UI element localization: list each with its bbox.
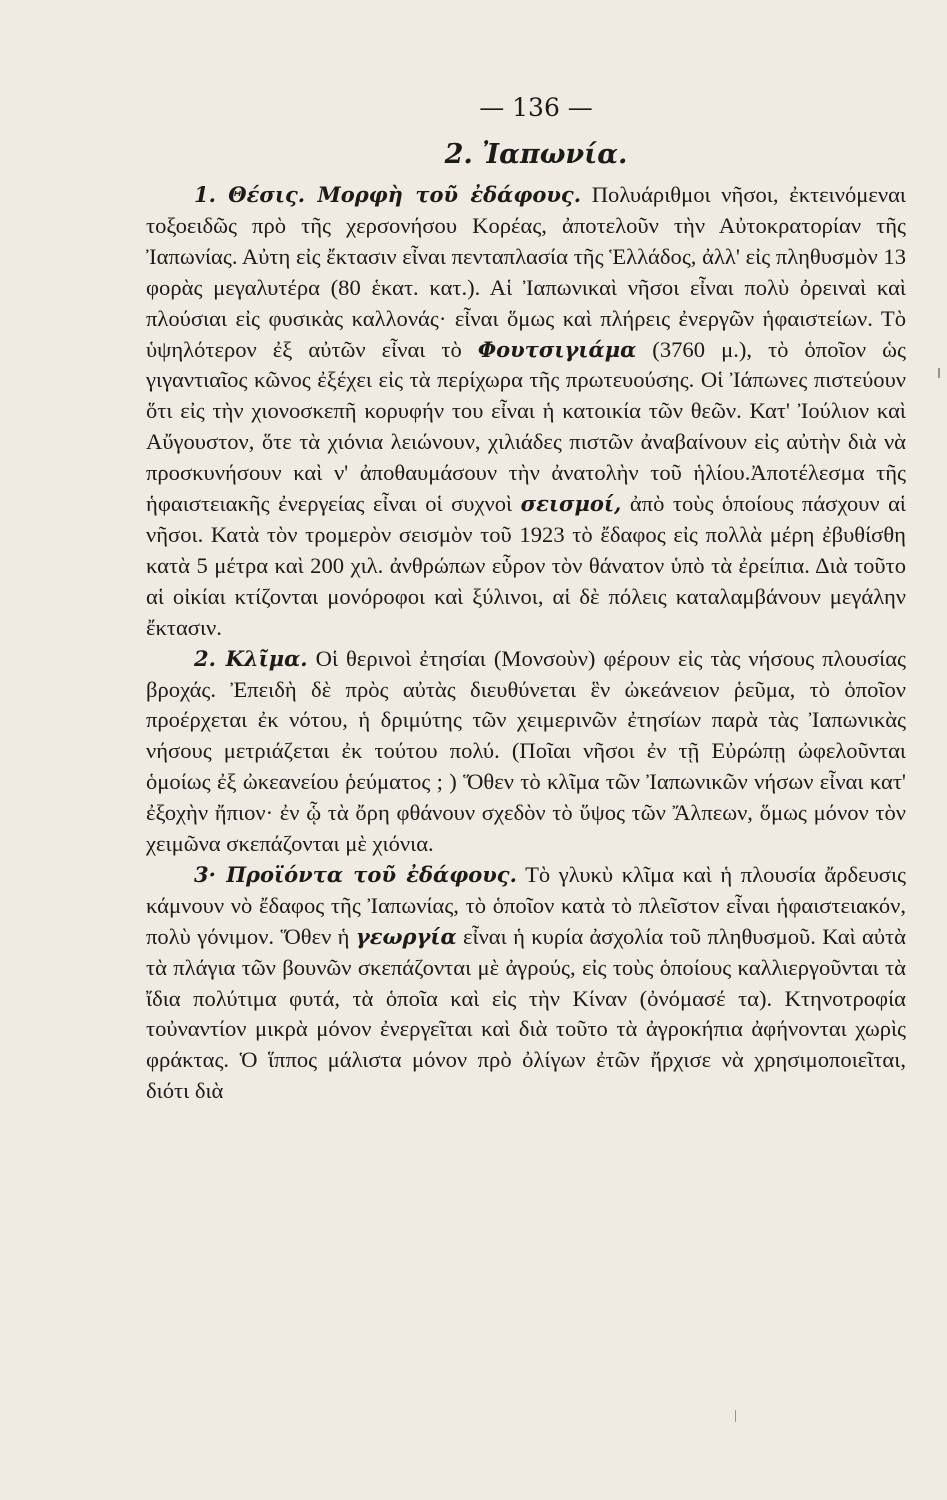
chapter-title: 2. Ἰαπωνία. <box>444 139 628 170</box>
section-heading: 3· Προϊόντα τοῦ ἐδάφους. <box>194 861 517 887</box>
page-number: — 136 — <box>479 93 593 122</box>
paragraph-text: ἀπὸ τοὺς ὁποίους πάσχουν αἱ νῆσοι. Κατὰ τὸν τρομερὸν σεισμὸν τοῦ 1923 τὸ ἔδαφος εἰς πολλὰ μέρη ἐβυθίσθη κατὰ 5 μέτρα καὶ 200 χιλ. ἀνθρώπων εὗρον τὸν θάνατον ὑπὸ τὰ ἐρείπια. Διὰ τοῦτο αἱ οἰκίαι κτίζονται μονόροφοι καὶ ξύλινοι, αἱ δὲ πόλεις καταλαμβάνουν μεγάλην ἔκτασιν. <box>146 491 906 640</box>
section-heading: 2. Κλῖμα. <box>194 645 308 671</box>
section-products <box>146 860 906 1107</box>
book-page <box>146 88 906 1107</box>
paper-mark <box>735 1410 736 1422</box>
paragraph-text: Πολυάριθμοι νῆσοι, ἐκτεινόμεναι τοξοειδῶς πρὸ τῆς χερσονήσου Κορέας, ἀποτελοῦν τὴν Αὐτοκρατορίαν τῆς Ἰαπωνίας. Αὐτη εἰς ἔκτασιν εἶναι πενταπλασία τῆς Ἑλλάδος, ἀλλ' εἰς πληθυσμὸν 13 φορὰς μεγαλυτέρα (80 ἑκατ. κατ.). Αἱ Ἰαπωνικαὶ νῆσοι εἶναι πολὺ ὀρειναὶ καὶ πλούσιαι εἰς φυσικὰς καλλονάς· εἶναι ὅμως καὶ πλήρεις ἐνεργῶν ἡφαιστείων. Τὸ ὑψηλότερον ἐξ αὐτῶν εἶναι τὸ <box>146 182 906 362</box>
emphasis-term: Φουτσιγιάμα <box>477 336 637 362</box>
paragraph-text: εἶναι ἡ κυρία ἀσχολία τοῦ πληθυσμοῦ. Καὶ αὐτὰ τὰ πλάγια τῶν βουνῶν σκεπάζονται μὲ ἀγρούς, εἰς τοὺς ὁποίους καλλιεργοῦνται τὰ ἴδια πολύτιμα φυτά, τὰ ὁποῖα καὶ εἰς τὴν Κίναν (ὀνόμασέ τα). Κτηνοτροφία τοὐναντίον μικρὰ μόνον ἐνεργεῖται καὶ διὰ τοῦτο τὰ ἀγροκήπια ἀφήνονται χωρὶς φράκτας. Ὁ ἵππος μάλιστα μόνον πρὸ ὀλίγων ἐτῶν ἤρχισε νὰ χρησιμοποιεῖται, διότι διὰ <box>146 923 906 1104</box>
paragraph-text: Οἱ θερινοὶ ἐτησίαι (Μονσοὺν) φέρουν εἰς τὰς νήσους πλουσίας βροχάς. Ἐπειδὴ δὲ πρὸς αὐτὰς διευθύνεται ἓν ὠκεάνειον ῥεῦμα, τὸ ὁποῖον προέρχεται ἐκ νότου, ἡ δριμύτης τῶν χειμερινῶν ἐτησίων παρὰ τὰς Ἰαπωνικὰς νήσους μετριάζεται ἐκ τούτου πολύ. (Ποῖαι νῆσοι ἐν τῇ Εὐρώπῃ ὠφελοῦνται ὁμοίως ἐξ ὠκεανείου ῥεύματος ; ) Ὅθεν τὸ κλῖμα τῶν Ἰαπωνικῶν νήσων εἶναι κατ' ἐξοχὴν ἤπιον· ἐν ᾧ τὰ ὄρη φθάνουν σχεδὸν τὸ ὕψος τῶν Ἄλπεων, ὅμως μόνον τὸν χειμῶνα σκεπάζονται μὲ χιόνια. <box>146 645 906 857</box>
paragraph-text: Τὸ γλυκὺ κλῖμα καὶ ἡ πλουσία ἄρδευσις κάμνουν νὸ ἔδαφος τῆς Ἰαπωνίας, τὸ ὁποῖον κατὰ τὸ πλεῖστον εἶναι ἡφαιστειακόν, πολὺ γόνιμον. Ὅθεν ἡ <box>146 861 906 949</box>
paper-mark <box>938 368 940 378</box>
emphasis-term: σεισμοί, <box>520 491 622 517</box>
paragraph-text: (3760 μ.), τὸ ὁποῖον ὡς γιγαντιαῖος κῶνος ἐξέχει εἰς τὰ περίχωρα τῆς πρωτευούσης. Οἱ Ἰάπωνες πιστεύουν ὅτι εἰς τὴν χιονοσκεπῆ κορυφήν του εἶναι ἡ κατοικία τῶν θεῶν. Κατ' Ἰούλιον καὶ Αὔγουστον, ὅτε τὰ χιόνια λειώνουν, χιλιάδες πιστῶν ἀναβαίνουν εἰς αὐτὴν διὰ νὰ προσκυνήσουν καὶ ν' ἀποθαυμάσουν τὴν ἀνατολὴν τοῦ ἡλίου.Ἀποτέλεσμα τῆς ἡφαιστειακῆς ἐνεργείας εἶναι οἱ συχνοὶ <box>146 336 906 517</box>
section-climate <box>146 644 906 860</box>
section-position-relief <box>146 180 906 644</box>
body-text <box>146 180 906 1107</box>
section-heading: 1. Θέσις. Μορφὴ τοῦ ἐδάφους. <box>194 182 582 207</box>
emphasis-term: γεωργία <box>355 923 457 949</box>
